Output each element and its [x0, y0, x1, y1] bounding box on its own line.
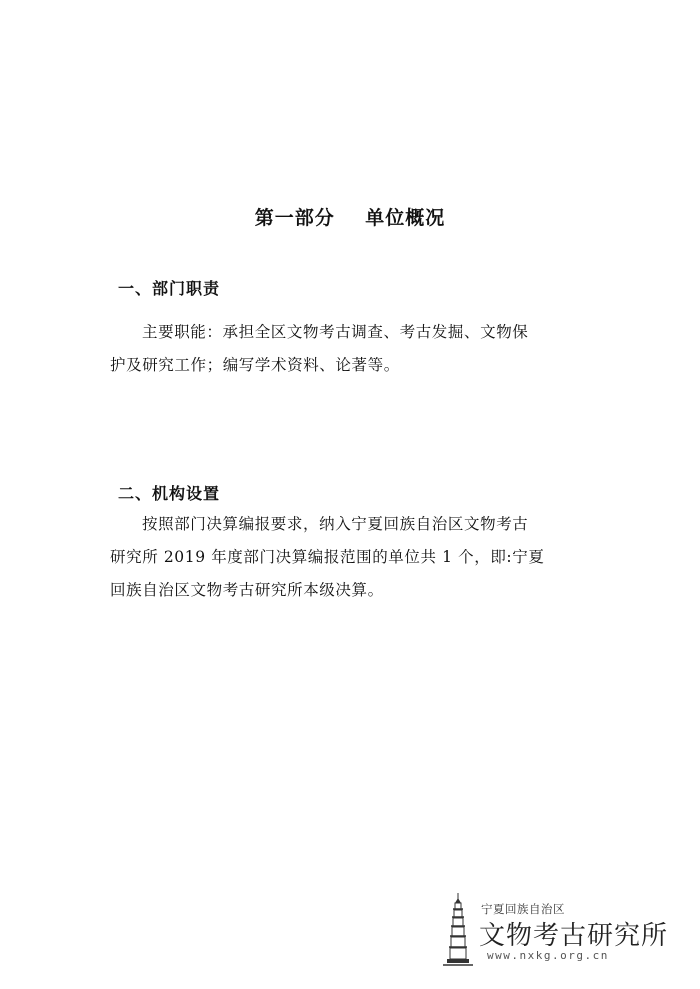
- logo-org-small: 宁夏回族自治区: [481, 902, 565, 916]
- institute-logo: [443, 893, 683, 973]
- logo-url: www.nxkg.org.cn: [487, 949, 609, 962]
- structure-line-3: 回族自治区文物考古研究所本级决算。: [110, 581, 384, 599]
- pagoda-icon: [443, 893, 473, 967]
- structure-line-2: 研究所 2019 年度部门决算编报范围的单位共 1 个，即:宁夏: [110, 548, 545, 566]
- structure-paragraph: [110, 508, 600, 607]
- duties-line-2: 护及研究工作；编写学术资料、论著等。: [110, 356, 400, 374]
- duties-paragraph: [110, 316, 600, 382]
- duties-line-1: 主要职能：承担全区文物考古调查、考古发掘、文物保: [142, 323, 529, 341]
- structure-line-1: 按照部门决算编报要求，纳入宁夏回族自治区文物考古: [142, 515, 529, 533]
- page-title: 第一部分 单位概况: [254, 207, 446, 229]
- section-heading-structure: 二、机构设置: [118, 484, 221, 503]
- section-heading-duties: 一、部门职责: [118, 279, 221, 298]
- logo-org-large: 文物考古研究所: [479, 921, 669, 951]
